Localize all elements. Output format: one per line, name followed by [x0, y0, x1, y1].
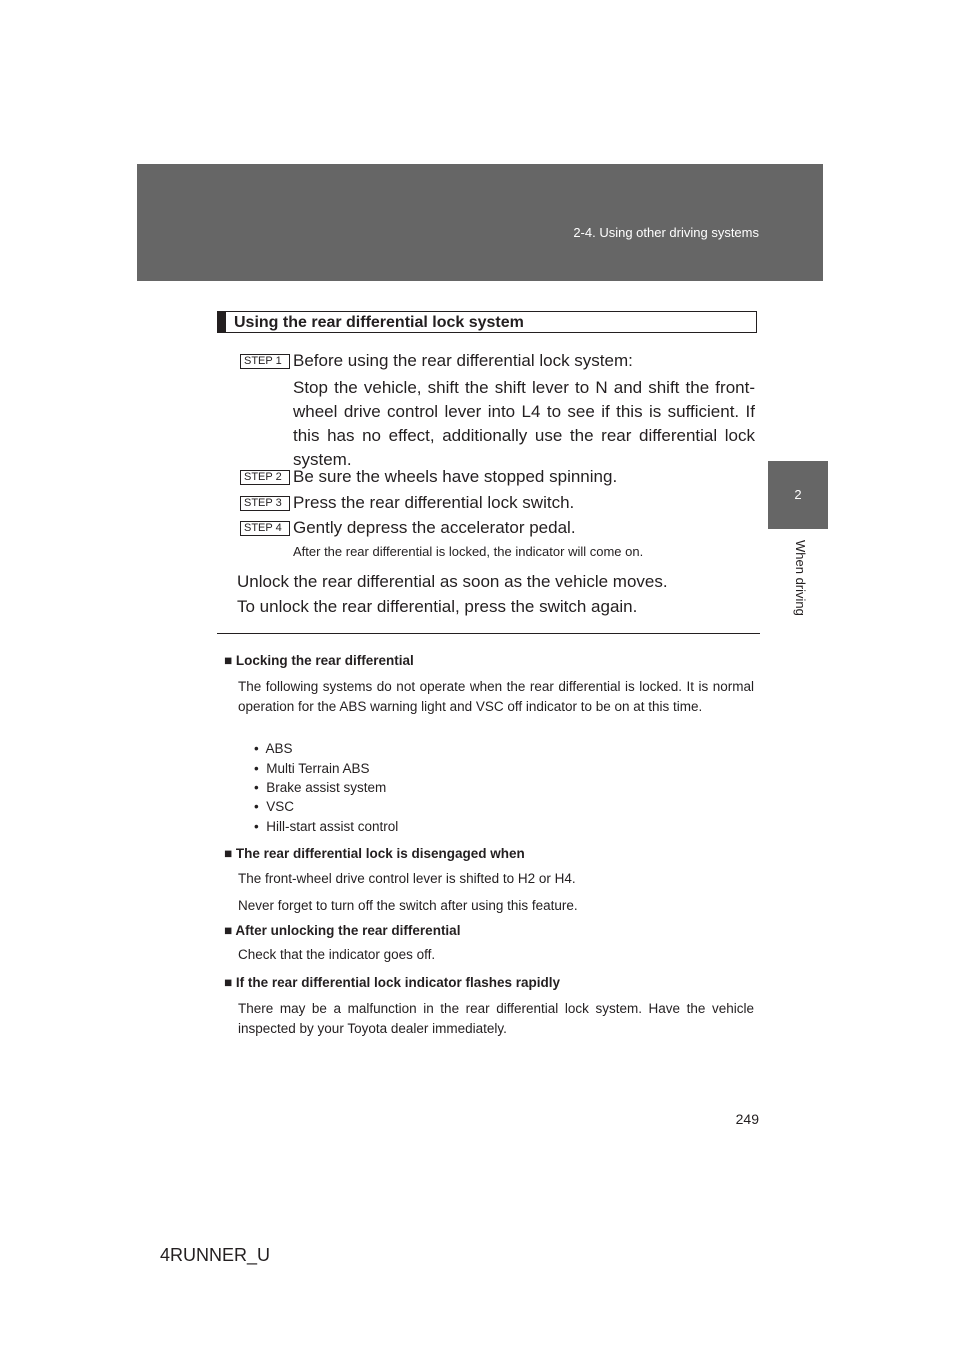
closing-line-1: Unlock the rear differential as soon as the vehicle moves. — [237, 572, 668, 591]
note-marker-icon: ■ — [224, 975, 233, 990]
note-marker-icon: ■ — [224, 923, 233, 938]
note-title: After unlocking the rear differential — [235, 923, 461, 938]
note-title: The rear differential lock is disengaged when — [235, 846, 525, 861]
chapter-number: 2 — [794, 487, 802, 502]
step-1-text: Before using the rear differential lock system: — [293, 351, 633, 370]
note-heading — [224, 653, 414, 668]
note-line: The front-wheel drive control lever is shifted to H2 or H4. — [238, 871, 576, 886]
procedure-heading-box — [217, 311, 757, 333]
section-divider — [217, 633, 760, 634]
note-heading — [224, 846, 525, 861]
note-line: Never forget to turn off the switch after using this feature. — [238, 898, 578, 913]
bullet-item: • Brake assist system — [254, 780, 387, 795]
bullet-item: • VSC — [254, 799, 294, 814]
note-marker-icon: ■ — [224, 846, 233, 861]
step-2-badge: STEP 2 — [240, 470, 290, 485]
note-title: Locking the rear differential — [235, 653, 414, 668]
step-3-text: Press the rear differential lock switch. — [293, 493, 575, 512]
step-4-note: After the rear differential is locked, the indicator will come on. — [293, 544, 644, 559]
closing-line-2: To unlock the rear differential, press the switch again. — [237, 597, 638, 616]
note-heading — [224, 923, 460, 938]
step-1-subtext: Stop the vehicle, shift the shift lever to N and shift the front-wheel drive control lever into L4 to see if this is sufficient. If this has no effect, additionally use the rear differential lock system. — [293, 378, 755, 469]
note-marker-icon: ■ — [224, 653, 233, 668]
step-2-text: Be sure the wheels have stopped spinning. — [293, 467, 618, 486]
step-1-badge: STEP 1 — [240, 354, 290, 369]
procedure-heading: Using the rear differential lock system — [234, 314, 524, 331]
step-4-badge: STEP 4 — [240, 521, 290, 536]
chapter-tab — [768, 461, 828, 529]
step-3-badge: STEP 3 — [240, 496, 290, 511]
section-path: 2-4. Using other driving systems — [573, 225, 759, 240]
note-line: Check that the indicator goes off. — [238, 947, 436, 962]
bullet-item: • Hill-start assist control — [254, 819, 399, 834]
bullet-item: • ABS — [254, 741, 293, 756]
header-band — [137, 164, 823, 281]
note-heading — [224, 975, 560, 990]
heading-marker-bar — [218, 312, 226, 332]
note-body: The following systems do not operate when the rear differential is locked. It is normal operation for the ABS warning light and VSC off indicator to be on at this time. — [238, 679, 754, 714]
page-number: 249 — [735, 1111, 759, 1127]
document-code: 4RUNNER_U — [160, 1245, 271, 1265]
note-body: There may be a malfunction in the rear differential lock system. Have the vehicle inspected by your Toyota dealer immediately. — [238, 1001, 754, 1036]
note-title: If the rear differential lock indicator flashes rapidly — [235, 975, 561, 990]
chapter-label: When driving — [793, 540, 808, 616]
step-4-text: Gently depress the accelerator pedal. — [293, 518, 576, 537]
bullet-item: • Multi Terrain ABS — [254, 761, 370, 776]
